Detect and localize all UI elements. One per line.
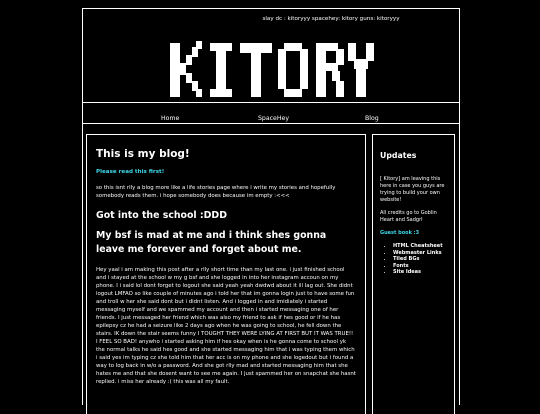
post-body-text: Hey yaal i am making this post after a rlly short time than my last one. i just finished school and i stayed at the school w my g bsf and she logged in into her instagram accoun on my phone. I i said lol dont forget to logout she said yeah yeah dwdwd about it ill lag out. She didnt logout LMFAO so like couple of minutes ago i told her that im gonna login just to have some fun and troll w her she said dont but i didnt listen. And i logged in and imidiately i started messaging myself and we spammed my account and then i started messaging one of her friends. I just messaged her friend which was also my friend to ask if hes good or if he has epilepsy cz he had a seizure like 2 days ago when he was going to school, he fell down the stairs. IK down the stair seems funny I TOUGHT THEY WERE LYING AT FIRST BUT IT WAS TRUE!! I FEEL SO BAD! anywho i started asking him if hes okay when is he gonna come to school yk the normal talks he said hes good and she started messaging him that i was typing them which i said yes im typing cz she told him that her acc is on my phone and she logedout but i found a way to log back in w/o a password. And she got rlly mad and started messaging him that she hates me and that she dosent want to see me again. I just spammed her on snapchat she hasnt replied. i miss her already :( this was all my fault. [96, 267, 356, 385]
main-nav [83, 115, 459, 127]
blog-title: This is my blog! [96, 148, 190, 160]
link-webmaster-links[interactable]: • Webmaster Links [393, 250, 450, 257]
social-handles-bar: slay dc : kitoryyy spacehey: kitory guns: kitoryyy [262, 16, 400, 22]
nav-spacehey-link[interactable]: SpaceHey [258, 115, 289, 122]
guestbook-link[interactable]: Guest book :3 [380, 230, 420, 236]
credits-text: All credits go to Goblin Heart and Sadgrl [380, 210, 437, 223]
updates-title: Updates [380, 151, 417, 160]
updates-sidebar [372, 134, 455, 414]
nav-divider-top [83, 102, 459, 103]
read-first-heading: Please read this first! [96, 169, 165, 175]
nav-blog-link[interactable]: Blog [365, 115, 379, 122]
post-heading-school: Got into the school :DDD [96, 210, 227, 221]
link-fonts[interactable]: • Fonts [393, 263, 450, 270]
site-logo [83, 39, 459, 103]
page-frame [82, 8, 460, 405]
link-site-ideas[interactable]: • Site Ideas [393, 269, 450, 276]
blog-main-panel [86, 134, 366, 414]
link-tiled-bgs[interactable]: • Tiled BGs [393, 256, 450, 263]
blog-intro-text: so this isnt rlly a blog more like a life stories page where i write my stories and hopefully somebody reads them. i hope somebody does because im empty :<<< [96, 185, 336, 199]
resource-links-list [380, 243, 450, 276]
nav-divider-bottom [83, 123, 459, 124]
post-heading-bsf: My bsf is mad at me and i think shes gonna leave me forever and forget about me. [96, 230, 327, 255]
updates-note: [ Kitory] am leaving this here in case you guys are trying to build your own website! [380, 176, 445, 203]
kitory-pixel-logo [168, 39, 374, 101]
link-html-cheatsheet[interactable]: • HTML Cheatsheet [393, 243, 450, 250]
nav-home-link[interactable]: Home [161, 115, 180, 122]
